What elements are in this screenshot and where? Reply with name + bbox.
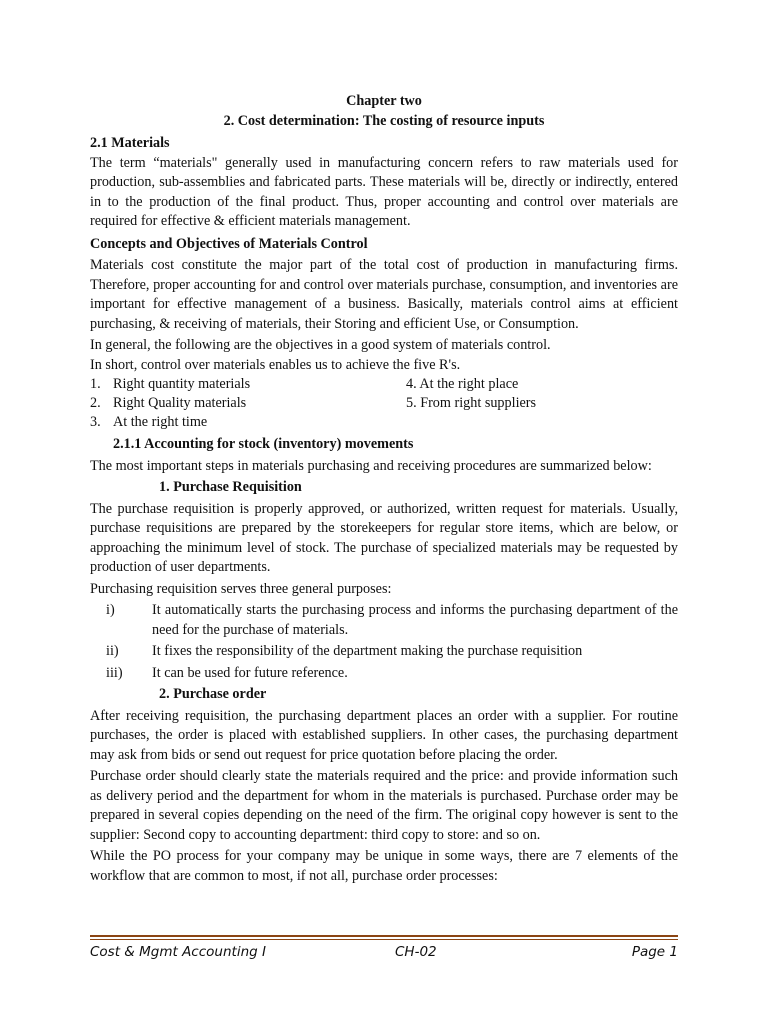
five-rs-list — [90, 375, 678, 433]
five-rs-left-column — [90, 375, 250, 432]
chapter-label: Chapter two — [346, 93, 422, 109]
list-item: 2. Right Quality materials — [90, 395, 247, 411]
footer-course: Cost & Mgmt Accounting I — [90, 944, 266, 960]
list-item: 3. At the right time — [90, 414, 208, 430]
list-item: ii) It fixes the responsibility of the department making the purchase requisition — [106, 643, 583, 659]
list-item: 4. At the right place — [406, 376, 519, 392]
page-footer — [90, 943, 678, 963]
objectives-line: In general, the following are the objectives in a good system of materials control. — [90, 337, 551, 353]
purchase-order-paragraph-3: While the PO process for your company may be unique in some ways, there are 7 elements of the workflow that are common to most, if not all, purchase order processes: — [90, 848, 678, 884]
materials-heading: 2.1 Materials — [90, 135, 170, 151]
concepts-heading: Concepts and Objectives of Materials Control — [90, 235, 368, 252]
stock-heading: 2.1.1 Accounting for stock (inventory) movements — [113, 436, 414, 452]
footer-page-number: Page 1 — [631, 944, 678, 960]
list-item: 1. Right quantity materials — [90, 376, 251, 392]
materials-paragraph: The term “materials" generally used in manufacturing concern refers to raw materials used for production, sub-assemblies and fabricated parts. These materials will be, directly or indirectly, entered in to the production of the final product. Thus, proper accounting and control over materials are required for effective & efficient materials management. — [90, 154, 678, 229]
purchase-requisition-heading: 1. Purchase Requisition — [159, 479, 302, 495]
five-rs-right-column — [406, 375, 536, 413]
concepts-paragraph: Materials cost constitute the major part of the total cost of production in manufacturing firms. Therefore, proper accounting for and control over materials purchase, consumption, and inventories are important for effective management of a business. Basically, materials control aims at efficient purchasing, & receiving of materials, their Storing and efficient Use, or Consumption. — [90, 257, 678, 332]
purposes-intro: Purchasing requisition serves three general purposes: — [90, 580, 392, 597]
list-item: 5. From right suppliers — [406, 395, 537, 411]
footer-rule-thin — [90, 939, 678, 940]
chapter-title: 2. Cost determination: The costing of resource inputs — [223, 112, 545, 129]
purchase-order-heading: 2. Purchase order — [159, 686, 267, 702]
stock-intro: The most important steps in materials purchasing and receiving procedures are summarized below: — [90, 457, 652, 474]
footer-rule-thick — [90, 935, 678, 937]
purchase-order-paragraph-1: After receiving requisition, the purchasing department places an order with a supplier. For routine purchases, the order is placed with established suppliers. In other cases, the purchasing department may ask from bids or send out request for price quotation before placing the order. — [90, 707, 678, 763]
five-rs-intro: In short, control over materials enables us to achieve the five R's. — [90, 356, 461, 373]
list-item: i) It automatically starts the purchasing process and informs the purchasing department of the need for the purchase of materials. — [106, 602, 678, 638]
footer-chapter: CH-02 — [395, 944, 437, 960]
document-page — [90, 92, 678, 886]
list-item: iii) It can be used for future reference. — [106, 664, 348, 681]
purchase-order-paragraph-2: Purchase order should clearly state the materials required and the price: and provide information such as delivery period and the department for whom in the materials is purchased. Purchase order may be prepared in several copies depending on the need of the firm. The original copy however is sent to the supplier: Second copy to accounting department: third copy to store: and so on. — [90, 768, 678, 843]
purchase-requisition-paragraph: The purchase requisition is properly approved, or authorized, written request for materials. Usually, purchase requisitions are prepared by the storekeepers for regular store items, which are below, or approaching the minimum level of stock. The purchase of specialized materials may be requested by production of user departments. — [90, 500, 678, 575]
